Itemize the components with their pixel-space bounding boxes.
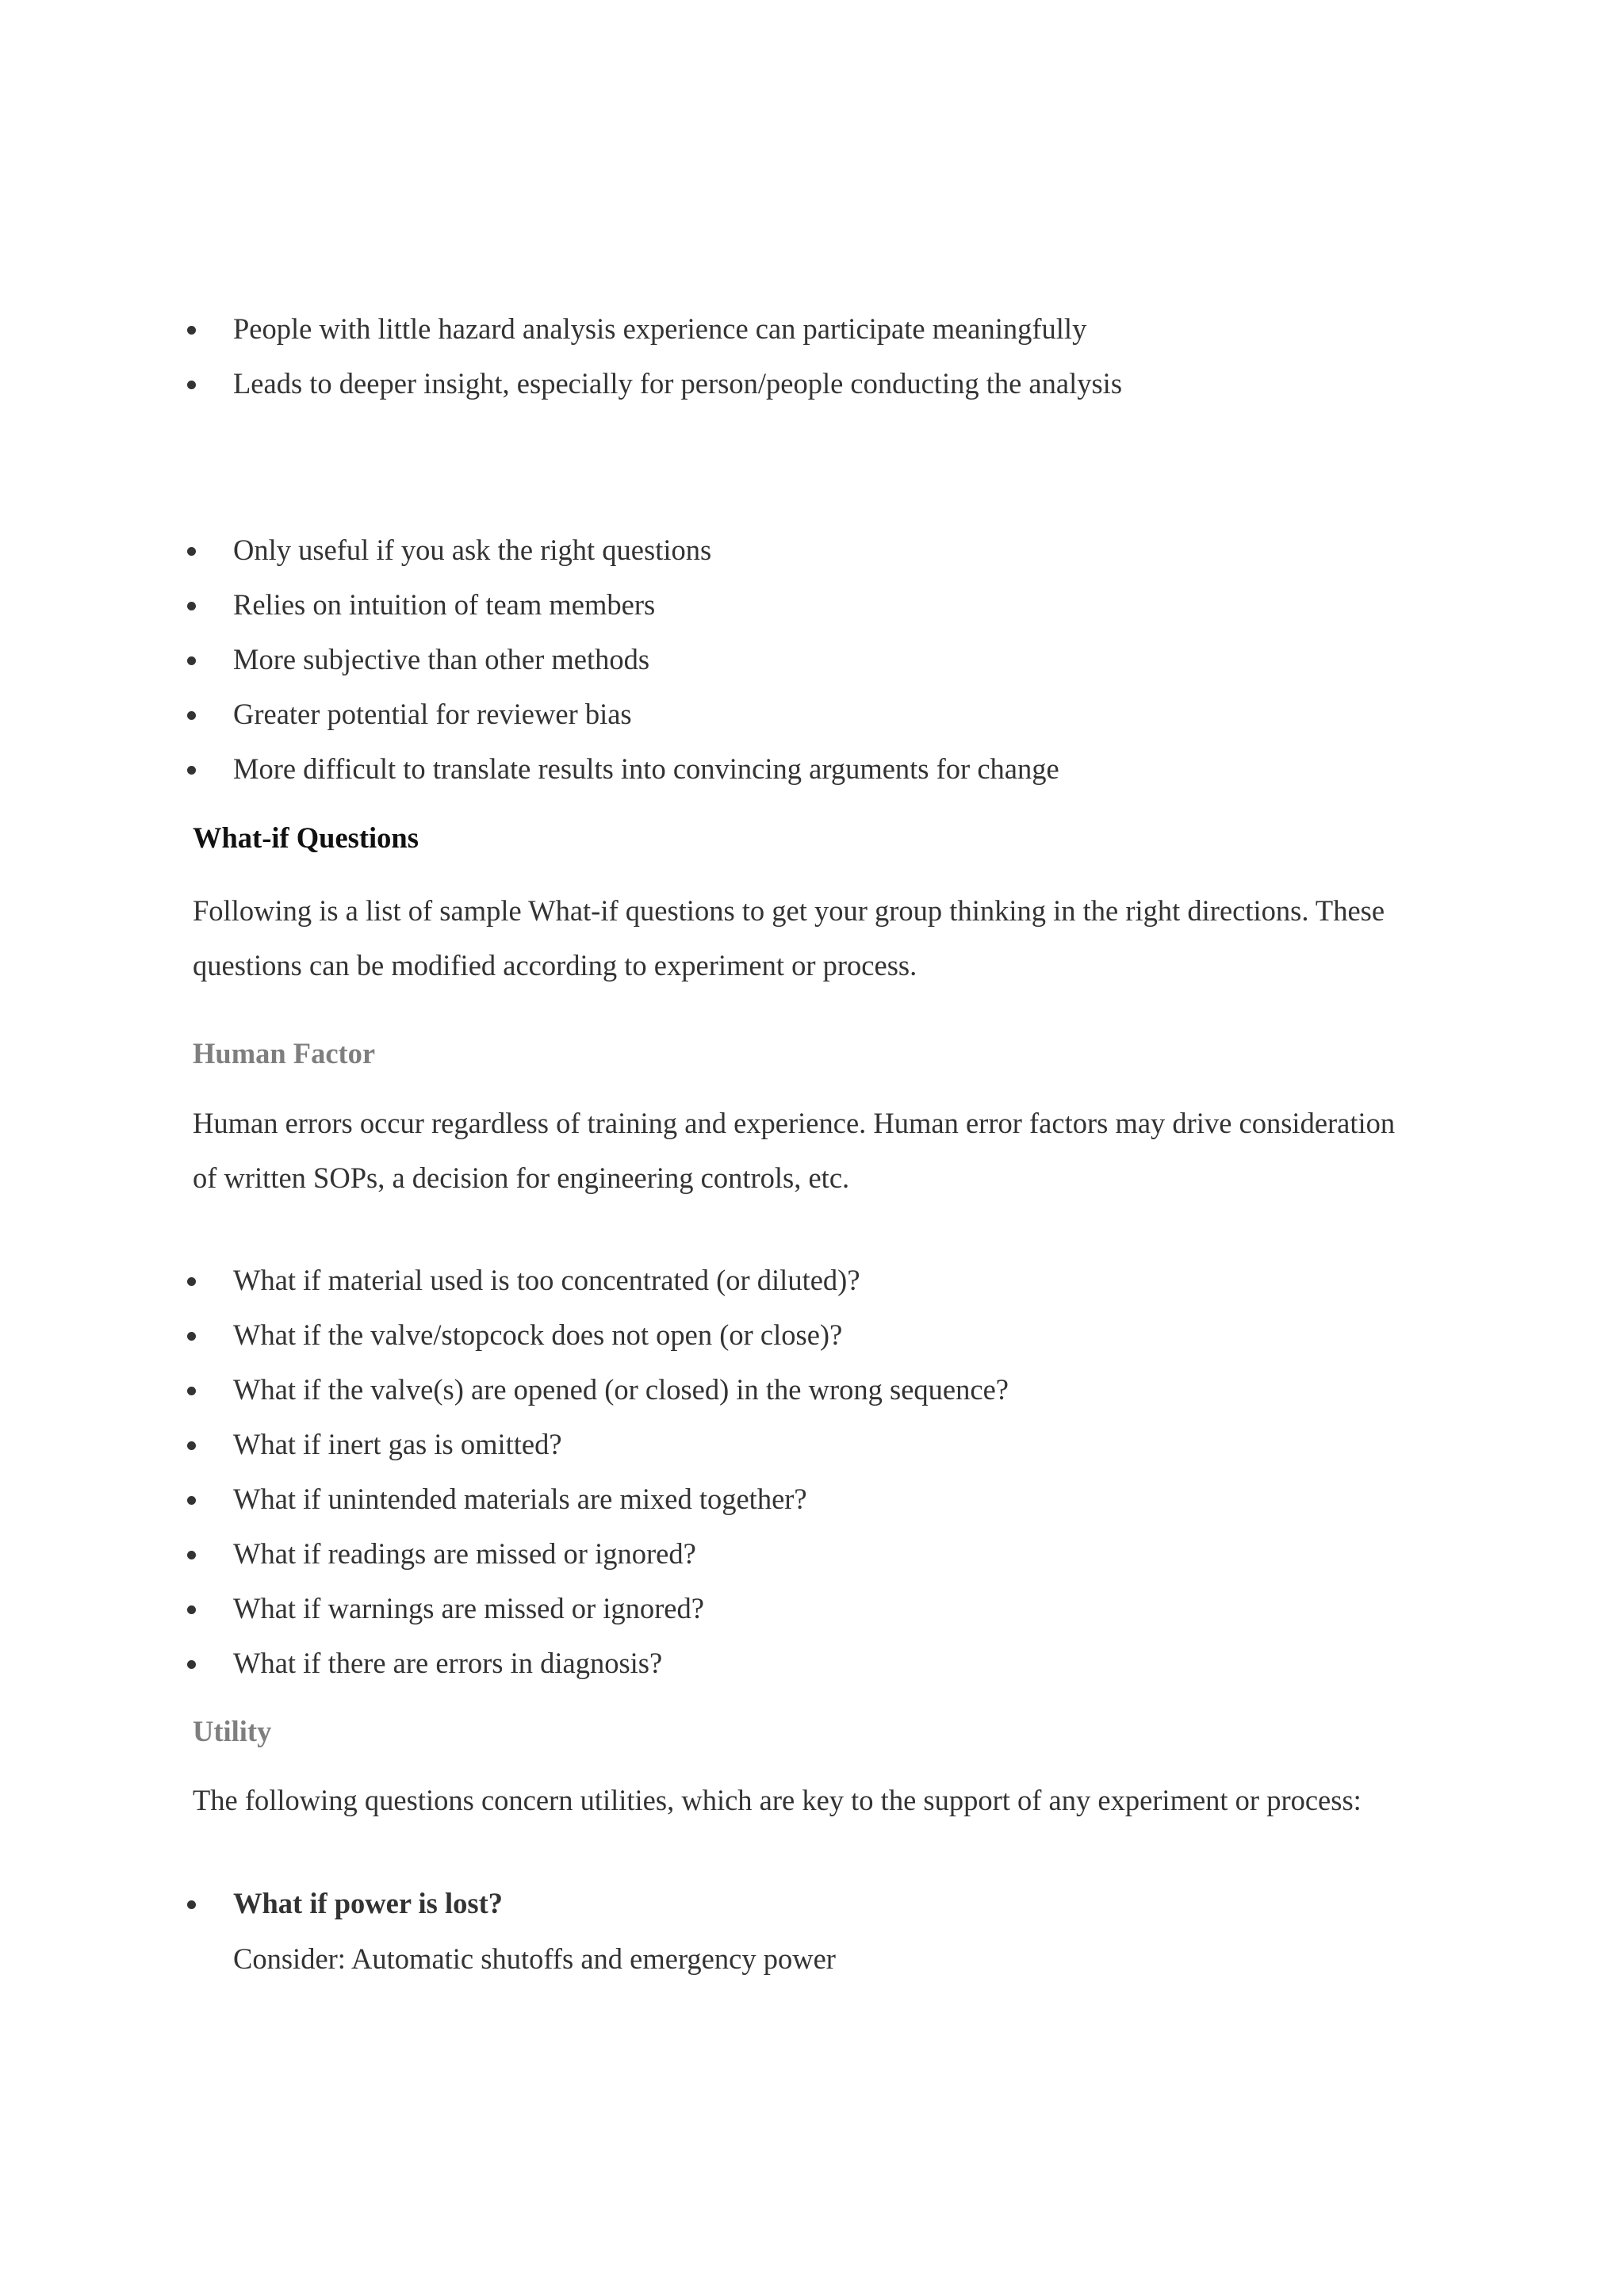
- list-item-text: What if readings are missed or ignored?: [233, 1537, 696, 1570]
- list-item-text: Only useful if you ask the right questions: [233, 534, 712, 566]
- list-item: [184, 1362, 1009, 1417]
- bullet-icon: [187, 1900, 196, 1909]
- bullet-icon: [187, 381, 196, 389]
- list-item: [184, 1417, 1009, 1471]
- what-if-intro-line-1: Following is a list of sample What-if questions to get your group thinking in the right directions. These: [193, 894, 1385, 927]
- list-item-text: Leads to deeper insight, especially for person/people conducting the analysis: [233, 367, 1123, 400]
- list-item: [184, 1636, 1009, 1690]
- list-item: [184, 632, 1059, 687]
- human-factor-paragraph-line-1: Human errors occur regardless of training and experience. Human error factors may drive consideration: [193, 1107, 1396, 1139]
- bullet-icon: [187, 1441, 196, 1450]
- bullet-icon: [187, 766, 196, 775]
- list-item-text: People with little hazard analysis experience can participate meaningfully: [233, 312, 1087, 345]
- what-if-heading: What-if Questions: [193, 821, 419, 854]
- bullet-icon: [187, 326, 196, 335]
- list-item-text: What if the valve/stopcock does not open (or close)?: [233, 1318, 843, 1351]
- human-factor-paragraph-line-2: of written SOPs, a decision for engineering controls, etc.: [193, 1161, 850, 1194]
- bullet-icon: [187, 1332, 196, 1341]
- list-item-text: More subjective than other methods: [233, 643, 650, 675]
- bullet-icon: [187, 711, 196, 720]
- bullet-icon: [187, 656, 196, 665]
- utility-paragraph: [193, 1773, 1430, 1827]
- list-item-text: What if unintended materials are mixed together?: [233, 1483, 807, 1515]
- bullet-icon: [187, 1551, 196, 1559]
- list-item: [184, 687, 1059, 741]
- bullet-icon: [187, 1660, 196, 1669]
- list-item-text: What if the valve(s) are opened (or closed) in the wrong sequence?: [233, 1373, 1009, 1406]
- list-item: [184, 1253, 1009, 1307]
- human-factor-heading: Human Factor: [193, 1037, 376, 1070]
- list-item-text: What if warnings are missed or ignored?: [233, 1592, 704, 1624]
- utility-paragraph-line: The following questions concern utilities, which are key to the support of any experiment or process:: [193, 1784, 1362, 1816]
- list-item-text: What if material used is too concentrated (or diluted)?: [233, 1264, 860, 1296]
- utility-questions: [184, 1876, 503, 1931]
- bullet-icon: [187, 1496, 196, 1505]
- human-factor-questions: [184, 1253, 1009, 1690]
- bullet-icon: [187, 547, 196, 556]
- list-item: [184, 1307, 1009, 1362]
- list-item: [184, 1471, 1009, 1526]
- utility-question-text: What if power is lost?: [233, 1887, 503, 1919]
- list-item-text: What if there are errors in diagnosis?: [233, 1647, 663, 1679]
- what-if-intro-line-2: questions can be modified according to experiment or process.: [193, 949, 917, 982]
- list-item-text: Relies on intuition of team members: [233, 588, 656, 621]
- cons-list: [184, 522, 1059, 796]
- list-item: [184, 1526, 1009, 1581]
- bullet-icon: [187, 1387, 196, 1395]
- human-factor-paragraph: [193, 1096, 1430, 1205]
- list-item-text: What if inert gas is omitted?: [233, 1428, 562, 1460]
- bullet-icon: [187, 602, 196, 610]
- list-item: [184, 522, 1059, 577]
- list-item: [184, 1876, 503, 1931]
- list-item: [184, 301, 1122, 356]
- utility-heading: Utility: [193, 1715, 272, 1747]
- list-item-text: More difficult to translate results into convincing arguments for change: [233, 752, 1059, 785]
- list-item: [184, 356, 1122, 411]
- bullet-icon: [187, 1277, 196, 1286]
- what-if-intro: [193, 883, 1430, 993]
- list-item: [184, 741, 1059, 796]
- bullet-icon: [187, 1605, 196, 1614]
- pros-list: [184, 301, 1122, 411]
- list-item: [184, 577, 1059, 632]
- list-item-text: Greater potential for reviewer bias: [233, 698, 632, 730]
- utility-consider-text: Consider: Automatic shutoffs and emergency power: [233, 1942, 836, 1975]
- list-item: [184, 1581, 1009, 1636]
